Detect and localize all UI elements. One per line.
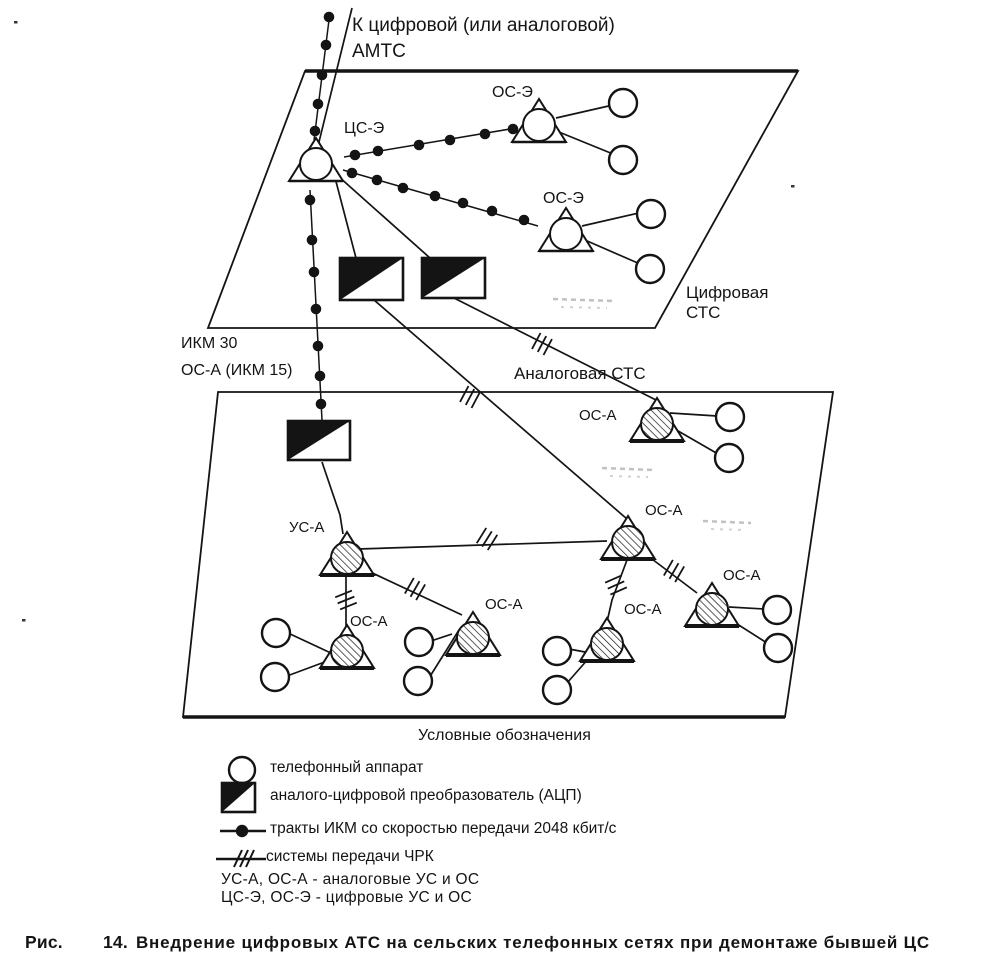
analog-exchange-circle <box>641 408 673 440</box>
telephone-circle <box>261 663 289 691</box>
telephone-circle <box>637 200 665 228</box>
analog-exchange-circle <box>591 628 623 660</box>
diagram-label: ОС-А <box>645 502 683 519</box>
pcm-dot <box>305 195 316 206</box>
scan-speck <box>22 619 26 622</box>
pcm-dot <box>430 191 441 202</box>
scan-speck <box>791 185 795 188</box>
analog-exchange-circle <box>457 622 489 654</box>
pcm-dot <box>347 168 358 179</box>
figure-caption-text: Внедрение цифровых АТС на сельских телефонных сетях при демонтаже бывшей ЦС <box>135 933 930 952</box>
analog-exchange-circle <box>612 526 644 558</box>
digital-exchange-circle <box>523 109 555 141</box>
legend-note-analog: УС-А, ОС-А - аналоговые УС и ОС <box>221 871 480 888</box>
adc-converter-block <box>340 258 403 300</box>
diagram-label: Цифровая <box>686 283 769 302</box>
telephone-circle <box>262 619 290 647</box>
pcm-dot <box>350 150 361 161</box>
pcm-dot <box>317 70 328 81</box>
telephone-circle <box>763 596 791 624</box>
pcm-dot <box>309 267 320 278</box>
analog-exchange-circle <box>331 635 363 667</box>
legend-note-digital: ЦС-Э, ОС-Э - цифровые УС и ОС <box>221 889 472 906</box>
telephone-circle <box>404 667 432 695</box>
pcm-dot <box>445 135 456 146</box>
diagram-label: ОС-А <box>485 596 523 613</box>
telephone-circle <box>715 444 743 472</box>
diagram-label: К цифровой (или аналоговой) <box>352 15 615 36</box>
pcm-dot <box>458 198 469 209</box>
diagram-label: ОС-А <box>624 601 662 618</box>
pcm-tract-icon <box>218 822 270 840</box>
figure-caption <box>25 932 930 953</box>
digital-exchange-circle <box>550 218 582 250</box>
figure-caption-number: 14. <box>103 932 128 952</box>
pcm-dot <box>310 126 321 137</box>
pcm-dot <box>372 175 383 186</box>
pcm-dot <box>316 399 327 410</box>
chrk-system-icon <box>214 846 270 870</box>
figure-caption-prefix: Рис. <box>25 932 63 952</box>
pcm-dot <box>311 304 322 315</box>
diagram-label: СТС <box>686 303 721 322</box>
pcm-dot <box>324 12 335 23</box>
diagram-label: АМТС <box>352 41 406 62</box>
analog-exchange-circle <box>331 542 363 574</box>
legend-item-chrk-label: системы передачи ЧРК <box>266 848 434 865</box>
telephone-circle <box>543 676 571 704</box>
pcm-dot <box>313 341 324 352</box>
adc-converter-block <box>288 421 350 460</box>
diagram-label: ОС-А <box>579 407 617 424</box>
telephone-circle <box>543 637 571 665</box>
telephone-circle <box>609 146 637 174</box>
pcm-dot <box>373 146 384 157</box>
telephone-circle <box>609 89 637 117</box>
pcm-dot <box>480 129 491 140</box>
diagram-label: ОС-А <box>350 613 388 630</box>
legend-item-pcm-label: тракты ИКМ со скоростью передачи 2048 кбит/с <box>270 820 617 837</box>
telephone-circle <box>716 403 744 431</box>
telephone-circle <box>636 255 664 283</box>
pcm-dot <box>307 235 318 246</box>
diagram-label: ОС-А <box>723 567 761 584</box>
pcm-dot <box>398 183 409 194</box>
pcm-dot <box>315 371 326 382</box>
telephone-circle <box>764 634 792 662</box>
pcm-dot <box>321 40 332 51</box>
diagram-label: ИКМ 30 <box>181 335 238 352</box>
legend-title: Условные обозначения <box>418 727 591 744</box>
pcm-dot <box>313 99 324 110</box>
legend-item-adc-label: аналого-цифровой преобразователь (АЦП) <box>270 787 582 804</box>
scan-speck <box>14 21 18 24</box>
telephone-circle <box>405 628 433 656</box>
digital-exchange-circle <box>300 148 332 180</box>
adc-block-icon <box>220 781 258 815</box>
pcm-dot <box>487 206 498 217</box>
diagram-label: Аналоговая СТС <box>514 364 646 383</box>
diagram-label: ОС-Э <box>492 84 533 101</box>
diagram-label: ОС-А (ИКМ 15) <box>181 362 293 379</box>
pcm-dot <box>519 215 530 226</box>
legend-item-phone-label: телефонный аппарат <box>270 759 424 776</box>
chrk-slash-mark <box>532 333 552 355</box>
diagram-label: ОС-Э <box>543 190 584 207</box>
pcm-dot <box>414 140 425 151</box>
analog-exchange-circle <box>696 593 728 625</box>
diagram-label: УС-А <box>289 519 325 536</box>
adc-converter-block <box>422 258 485 298</box>
diagram-label: ЦС-Э <box>344 120 385 137</box>
